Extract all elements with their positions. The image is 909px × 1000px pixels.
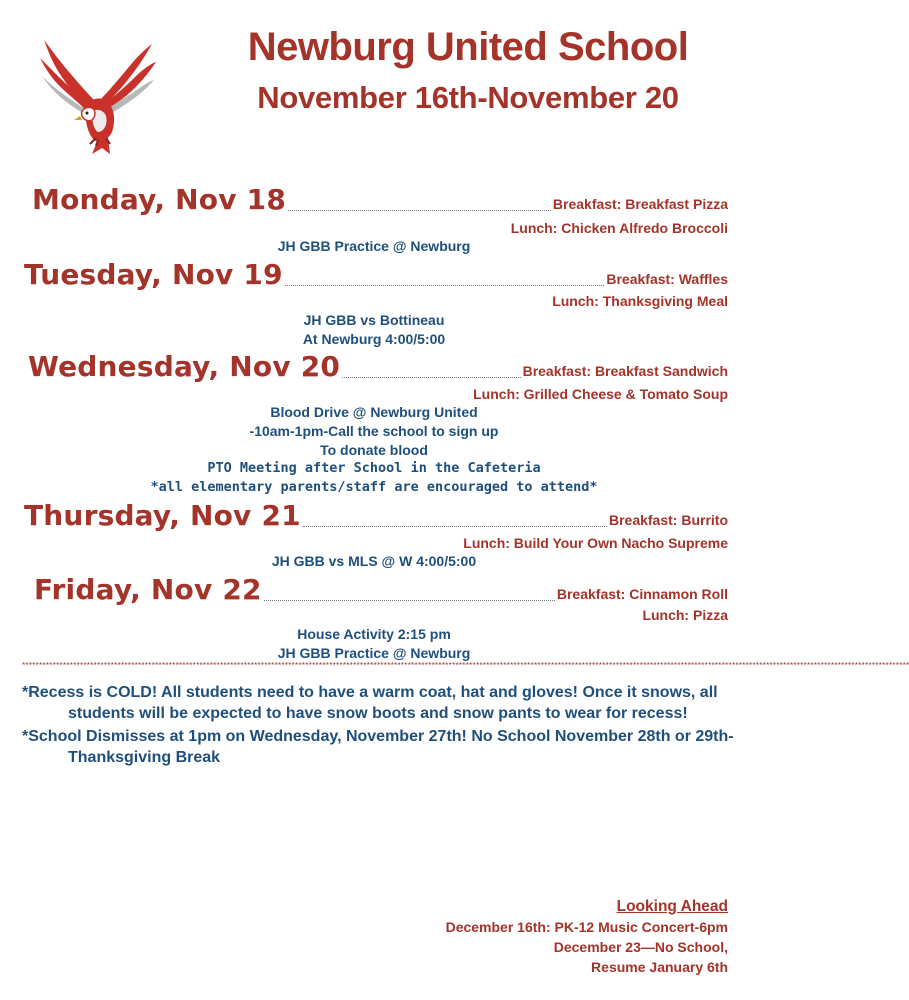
- dot-leader: [285, 284, 605, 286]
- pto-note-line: *all elementary parents/staff are encouraged to attend*: [150, 479, 598, 495]
- star-divider: ********************************************************************************************************************************************************************************************************************************************************************: [22, 661, 909, 670]
- event-line: JH GBB Practice @ Newburg: [277, 238, 471, 254]
- day-row-wednesday: [28, 350, 728, 383]
- day-heading: Wednesday, Nov 20: [28, 350, 341, 383]
- breakfast-item: Breakfast: Waffles: [606, 271, 728, 287]
- recess-note: [22, 682, 752, 724]
- day-heading: Thursday, Nov 21: [24, 499, 301, 532]
- week-dates: November 16th-November 20: [257, 80, 679, 115]
- breakfast-item: Breakfast: Breakfast Pizza: [552, 196, 728, 212]
- event-line: At Newburg 4:00/5:00: [302, 331, 446, 347]
- day-heading: Tuesday, Nov 19: [24, 258, 283, 291]
- day-heading: Friday, Nov 22: [34, 573, 262, 606]
- event-line: JH GBB Practice @ Newburg: [277, 645, 471, 661]
- note-line: *School Dismisses at 1pm on Wednesday, November 27th! No School November 28th or 29th-: [22, 728, 734, 745]
- day-row-monday: [32, 183, 728, 216]
- looking-ahead-item: Resume January 6th: [591, 959, 728, 975]
- lunch-item: Lunch: Grilled Cheese & Tomato Soup: [473, 386, 728, 402]
- day-row-thursday: [24, 499, 728, 532]
- event-line: House Activity 2:15 pm: [297, 626, 451, 642]
- dismissal-note: [22, 726, 752, 768]
- day-heading: Monday, Nov 18: [32, 183, 287, 216]
- note-line: Thanksgiving Break: [68, 749, 221, 766]
- eagle-logo-icon: [36, 36, 158, 156]
- dot-leader: [264, 599, 555, 601]
- lunch-item: Lunch: Pizza: [642, 607, 728, 623]
- dot-leader: [303, 525, 607, 527]
- looking-ahead: [446, 897, 728, 977]
- dot-leader: [342, 376, 520, 378]
- note-line: students will be expected to have snow boots and snow pants to wear for recess!: [68, 705, 688, 722]
- breakfast-item: Breakfast: Breakfast Sandwich: [522, 363, 728, 379]
- looking-ahead-item: December 23—No School,: [553, 939, 728, 955]
- event-line: To donate blood: [320, 442, 428, 458]
- day-row-friday: [34, 573, 728, 606]
- event-line: JH GBB vs Bottineau: [303, 312, 445, 328]
- lunch-item: Lunch: Thanksgiving Meal: [552, 293, 728, 309]
- school-title: Newburg United School: [247, 25, 689, 69]
- note-line: *Recess is COLD! All students need to have a warm coat, hat and gloves! Once it snows, all: [22, 684, 718, 701]
- looking-ahead-item: December 16th: PK-12 Music Concert-6pm: [445, 919, 728, 935]
- event-line: JH GBB vs MLS @ W 4:00/5:00: [271, 553, 477, 569]
- lunch-item: Lunch: Build Your Own Nacho Supreme: [463, 535, 728, 551]
- event-line: -10am-1pm-Call the school to sign up: [249, 423, 499, 439]
- event-line: Blood Drive @ Newburg United: [270, 404, 478, 420]
- lunch-item: Lunch: Chicken Alfredo Broccoli: [510, 220, 728, 236]
- day-row-tuesday: [24, 258, 728, 291]
- breakfast-item: Breakfast: Burrito: [608, 512, 728, 528]
- breakfast-item: Breakfast: Cinnamon Roll: [556, 586, 728, 602]
- pto-meeting-line: PTO Meeting after School in the Cafeteria: [207, 460, 541, 476]
- dot-leader: [288, 209, 551, 211]
- looking-ahead-heading: Looking Ahead: [616, 898, 728, 915]
